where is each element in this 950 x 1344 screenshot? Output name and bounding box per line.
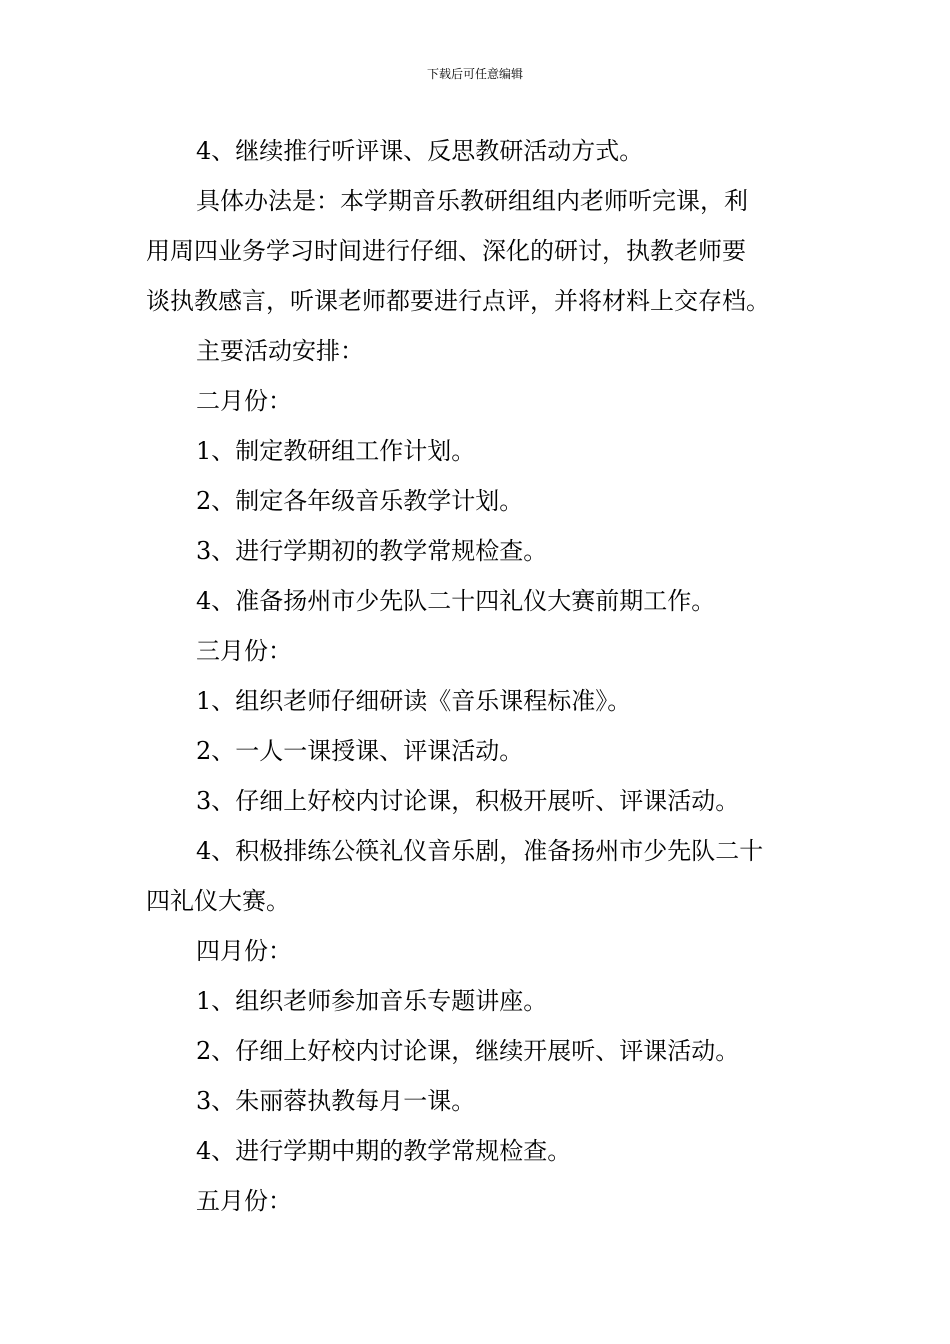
paragraph-continuation: 用周四业务学习时间进行仔细、深化的研讨，执教老师要 — [146, 237, 746, 265]
document-body — [146, 126, 806, 1226]
paragraph: 1、组织老师仔细研读《音乐课程标准》。 — [196, 687, 632, 715]
paragraph: 四月份： — [196, 937, 292, 965]
paragraph: 4、继续推行听评课、反思教研活动方式。 — [196, 137, 644, 165]
paragraph: 三月份： — [196, 637, 292, 665]
paragraph: 具体办法是：本学期音乐教研组组内老师听完课，利 — [196, 187, 748, 215]
paragraph: 五月份： — [196, 1187, 292, 1215]
paragraph: 二月份： — [196, 387, 292, 415]
paragraph: 4、积极排练公筷礼仪音乐剧，准备扬州市少先队二十 — [196, 837, 764, 865]
paragraph: 1、制定教研组工作计划。 — [196, 437, 476, 465]
page-header: 下载后可任意编辑 — [426, 67, 523, 81]
paragraph-continuation: 四礼仪大赛。 — [146, 887, 290, 915]
paragraph: 1、组织老师参加音乐专题讲座。 — [196, 987, 548, 1015]
paragraph: 4、进行学期中期的教学常规检查。 — [196, 1137, 572, 1165]
paragraph: 主要活动安排： — [196, 337, 364, 365]
paragraph: 2、一人一课授课、评课活动。 — [196, 737, 524, 765]
paragraph: 3、仔细上好校内讨论课，积极开展听、评课活动。 — [196, 787, 740, 815]
paragraph: 4、准备扬州市少先队二十四礼仪大赛前期工作。 — [196, 587, 716, 615]
paragraph-continuation: 谈执教感言，听课老师都要进行点评，并将材料上交存档。 — [146, 287, 770, 315]
paragraph: 2、制定各年级音乐教学计划。 — [196, 487, 524, 515]
paragraph: 2、仔细上好校内讨论课，继续开展听、评课活动。 — [196, 1037, 740, 1065]
paragraph: 3、进行学期初的教学常规检查。 — [196, 537, 548, 565]
paragraph: 3、朱丽蓉执教每月一课。 — [196, 1087, 476, 1115]
